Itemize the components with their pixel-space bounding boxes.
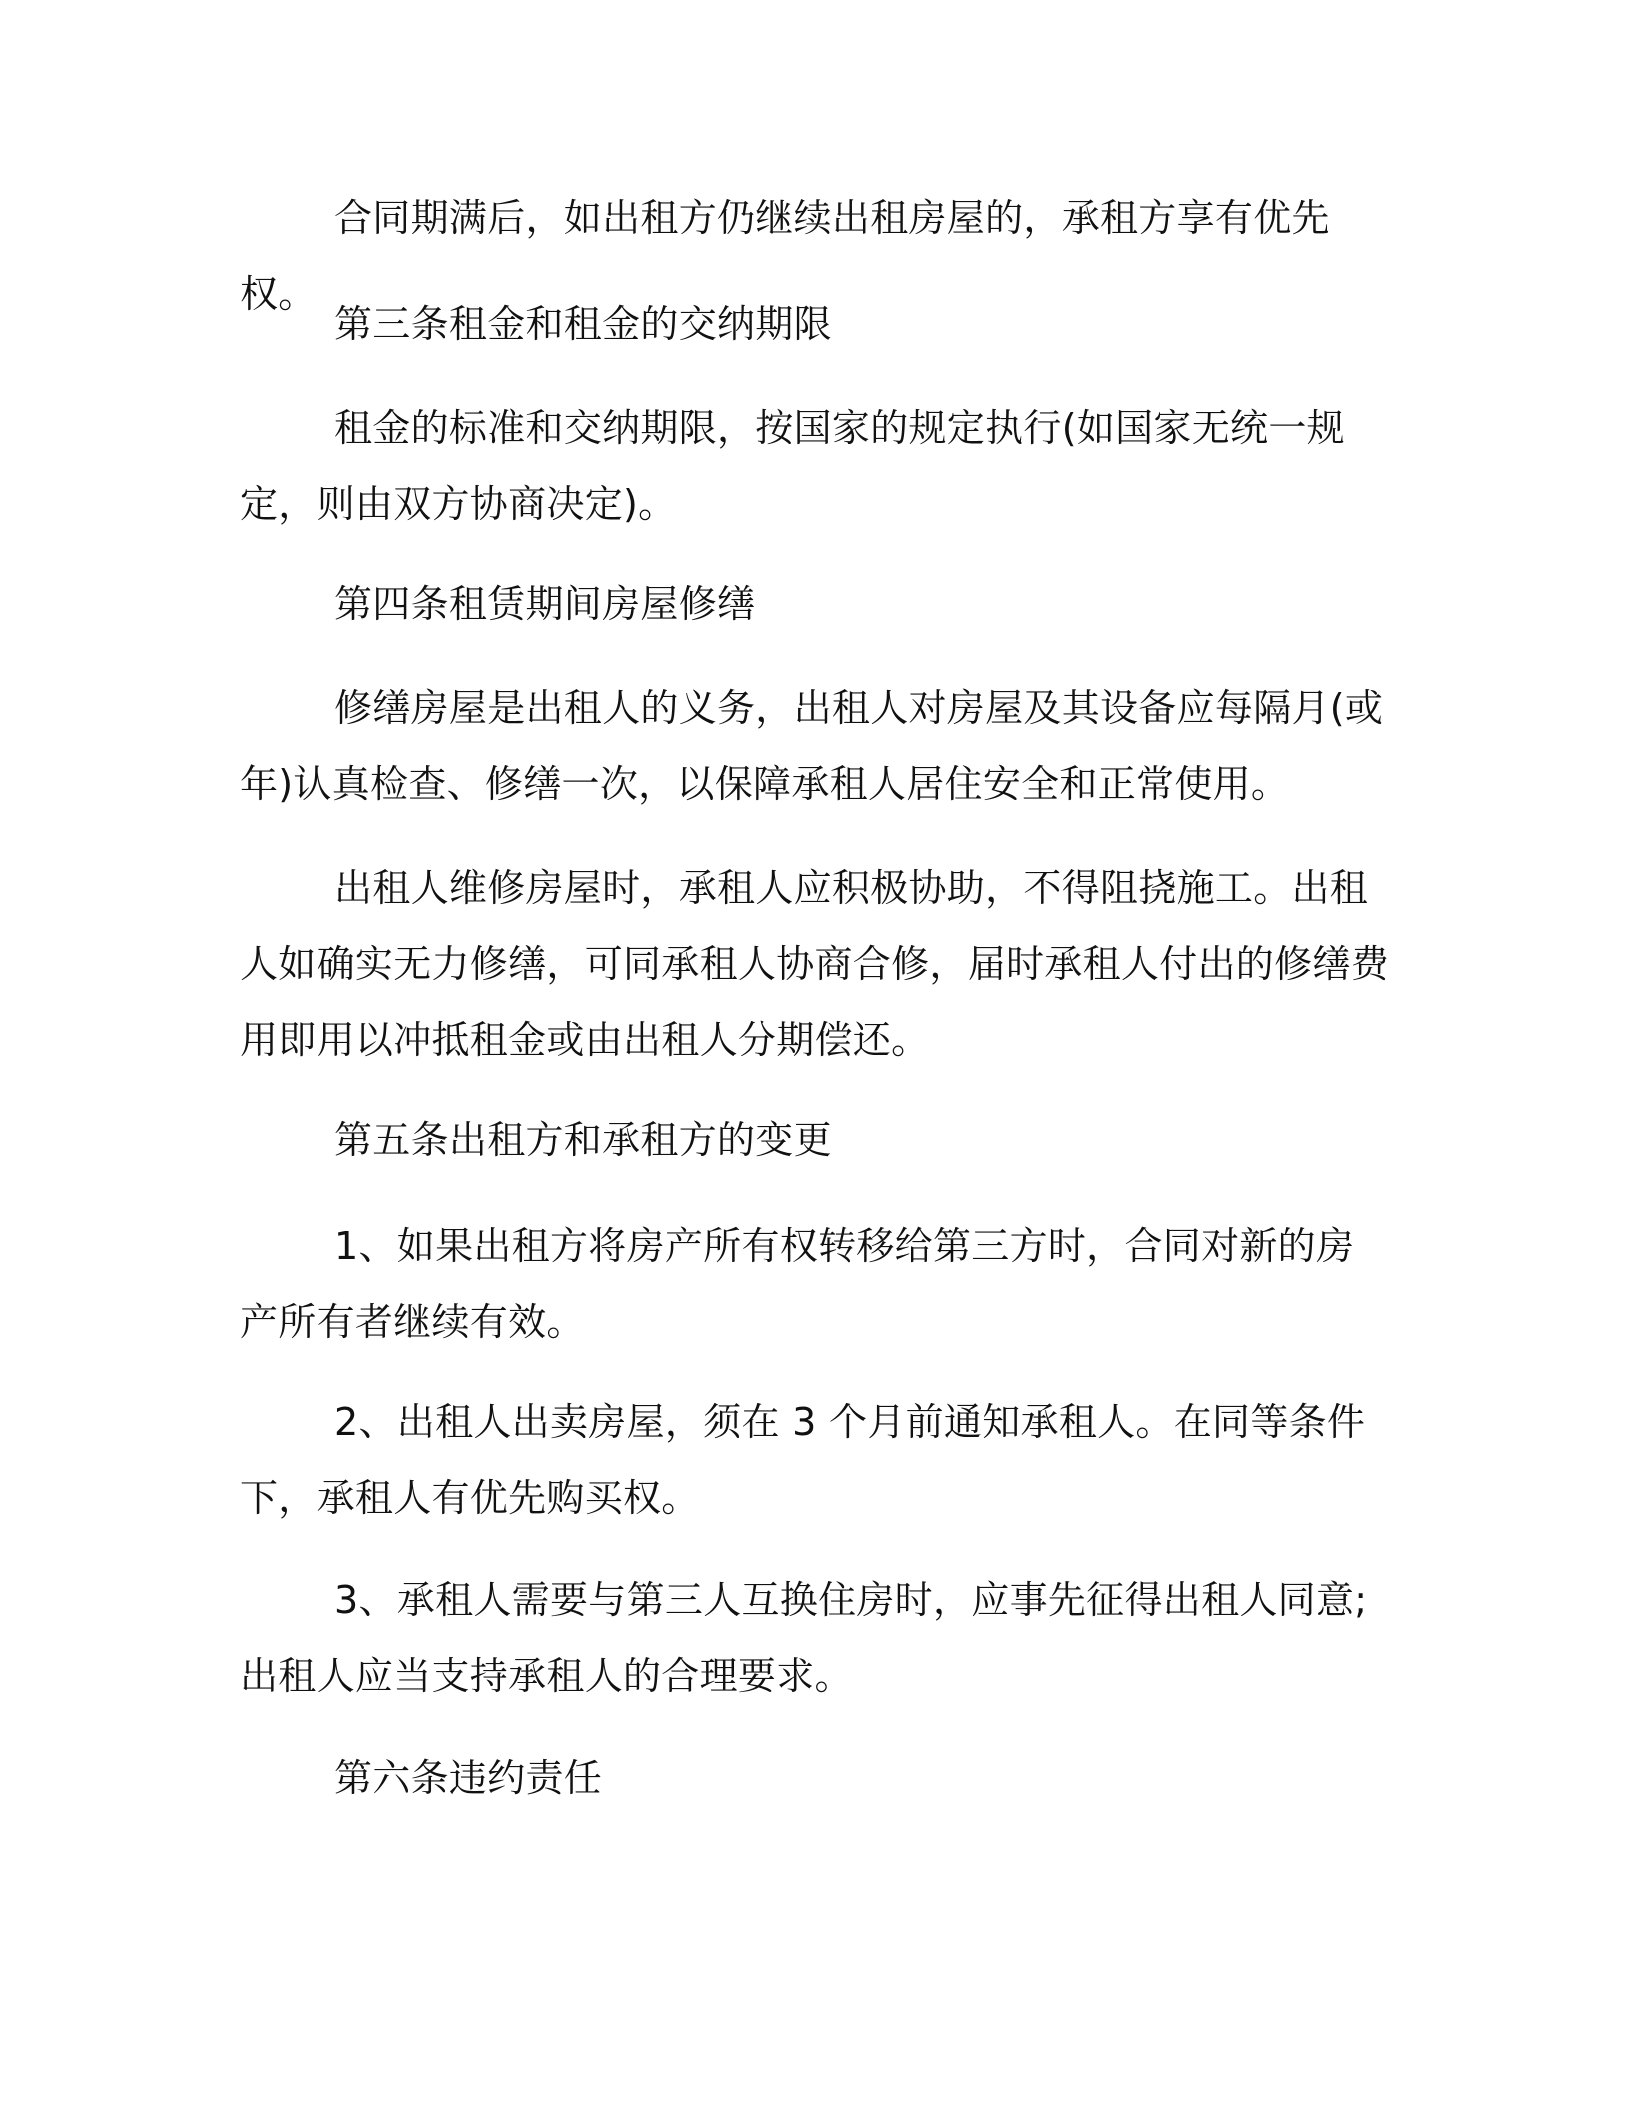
paragraph-renewal-priority: 合同期满后，如出租方仍继续出租房屋的，承租方享有优先权。 [240,196,1330,316]
section-heading-rent-terms: 第三条租金和租金的交纳期限 [334,302,832,346]
section-heading-repairs: 第四条租赁期间房屋修缮 [334,582,756,626]
paragraph-repair-cooperation: 出租人维修房屋时，承租人应积极协助，不得阻挠施工。出租人如确实无力修缮，可同承租人协商合修，届时承租人付出的修缮费用即用以冲抵租金或由出租人分期偿还。 [240,866,1390,1062]
list-item-sale-notice: 2、出租人出卖房屋，须在 3 个月前通知承租人。在同等条件下，承租人有优先购买权。 [240,1400,1366,1520]
paragraph-rent-standard: 租金的标准和交纳期限，按国家的规定执行(如国家无统一规定，则由双方协商决定)。 [240,406,1345,526]
list-item-ownership-transfer: 1、如果出租方将房产所有权转移给第三方时，合同对新的房产所有者继续有效。 [240,1224,1355,1344]
list-item-housing-exchange: 3、承租人需要与第三人互换住房时，应事先征得出租人同意;出租人应当支持承租人的合理要求。 [240,1578,1368,1698]
section-heading-party-changes: 第五条出租方和承租方的变更 [334,1118,832,1162]
section-heading-liability: 第六条违约责任 [334,1756,603,1800]
paragraph-repair-duty: 修缮房屋是出租人的义务，出租人对房屋及其设备应每隔月(或年)认真检查、修缮一次，以保障承租人居住安全和正常使用。 [240,686,1384,806]
